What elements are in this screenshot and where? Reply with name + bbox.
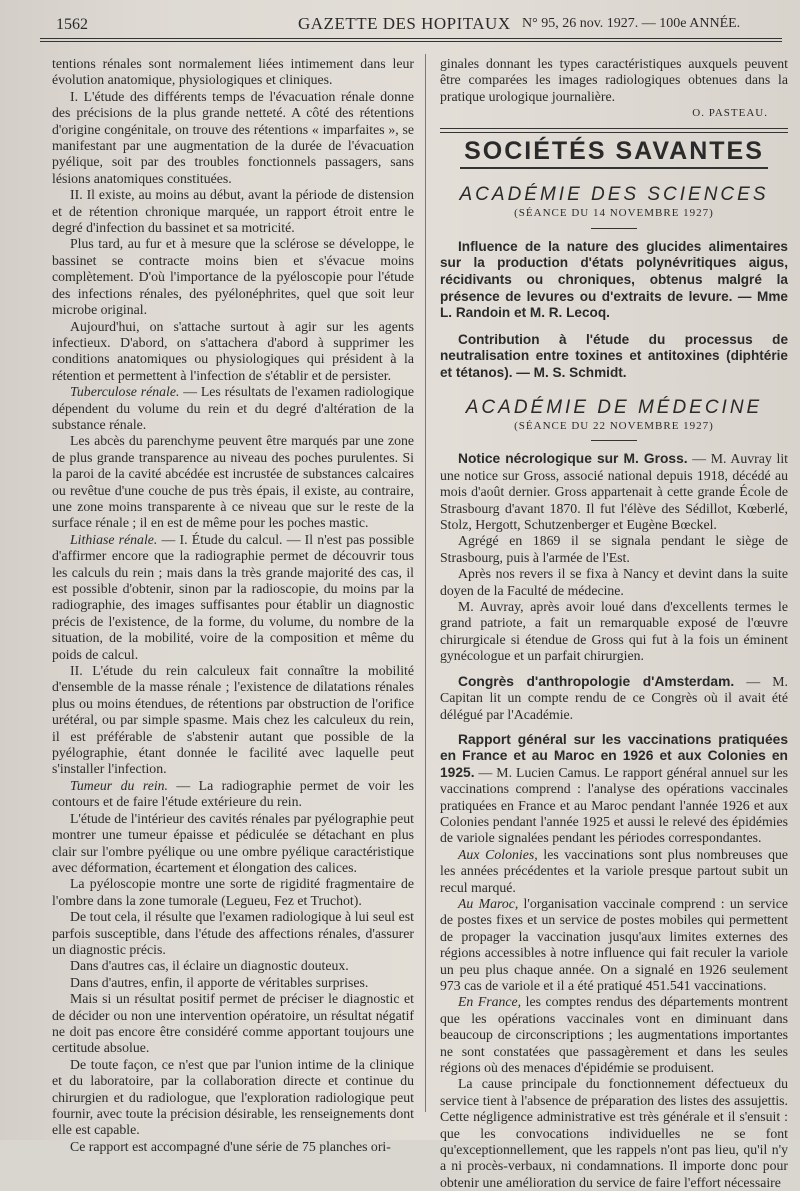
paragraph: M. Auvray, après avoir loué dans d'excellents termes le grand patriote, a fait un remarquable exposé de l'œuvre chirurgicale si étendue de Gross qui fut à la fois un éminent gynécologue et un parfait chirurgien.	[440, 599, 788, 664]
paragraph: Agrégé en 1869 il se signala pendant le siège de Strasbourg, puis à l'armée de l'Est.	[440, 533, 788, 565]
academy-sciences-heading: ACADÉMIE DES SCIENCES	[459, 184, 769, 206]
paragraph: Après nos revers il se fixa à Nancy et devint dans la suite doyen de la Faculté de médecine.	[440, 566, 788, 598]
subhead-lithiase: Lithiase rénale.	[70, 531, 158, 547]
paragraph-rapport	[440, 732, 788, 847]
running-head	[40, 12, 782, 38]
subhead-gross: Notice nécrologique sur M. Gross.	[458, 451, 688, 467]
paragraph-tuberculose	[52, 384, 414, 433]
paragraph: Les abcès du parenchyme peuvent être marqués par une zone de plus grande transparence au niveau des poches purulentes. Si la paroi de la cavité abcédée est incrustée de substances calcaires ou revêtue d'une couche de pus très épais, il existe, au contraire, une zone moins transparente à ce niveau que sur le reste de la surface rénale ; il en est de même pour les poches mastic.	[52, 433, 414, 531]
subhead-rapport: Rapport général sur les vaccinations pratiquées en France et au Maroc en 1926 et aux Colonies en 1925.	[440, 731, 788, 780]
spacer	[440, 723, 788, 732]
subhead-tumeur: Tumeur du rein.	[70, 777, 168, 793]
issue-info: N° 95, 26 nov. 1927. — 100e ANNÉE.	[522, 16, 741, 31]
subhead-tuberculose: Tuberculose rénale.	[70, 384, 180, 400]
author-signature: O. PASTEAU.	[692, 107, 768, 120]
section-title: SOCIÉTÉS SAVANTES	[464, 136, 764, 165]
paragraph-colonies	[440, 847, 788, 896]
double-rule	[440, 128, 788, 133]
left-column	[52, 56, 415, 1154]
paragraph: II. L'étude du rein calculeux fait connaître la mobilité d'ensemble de la masse rénale ; l'existence de dilatations rénales plus ou moins étendues, de rétentions par obstruction de l'orifice urétéral, ou par simple spasme. Mais chez les calculeux du rein, il est préférable de s'abstenir autant que possible de la pyélographie, étant donnée le facilité avec laquelle peut s'installer l'infection.	[52, 663, 414, 777]
paragraph: Mais si un résultat positif permet de préciser le diagnostic et de décider ou non une intervention opératoire, un résultat négatif ne doit pas encore être considéré comme apportant toujours une certitude absolue.	[52, 991, 414, 1056]
column-divider	[425, 54, 426, 1112]
paragraph: Aujourd'hui, on s'attache surtout à agir sur les agents infectieux. D'abord, on s'attachera d'abord à supprimer les conditions anatomiques ou physiologiques qui président à la rétention et permettent à l'infection de s'établir et de persister.	[52, 318, 414, 383]
text: — I. Étude du calcul. — Il n'est pas possible d'affirmer encore que la radiographie permet de découvrir tous les calculs du rein ; mais dans la très grande majorité des cas, il est possible d'obtenir, sinon par la radioscopie, du moins par la radiographie, des images suffisantes pour établir un diagnostic précis de l'existence, de la forme, du volume, du nombre de la situation, de la mobilité, voire de la composition et même du poids de calcul.	[52, 531, 415, 662]
short-rule	[591, 228, 637, 229]
paragraph-gross	[440, 451, 788, 533]
header-rule-bottom	[40, 41, 782, 42]
paragraph: Plus tard, au fur et à mesure que la sclérose se développe, le bassinet se contracte moins bien et s'évacue moins complètement. D'où l'importance de la pyéloscopie pour l'étude des infections rénales, des pyélonéphrites, quel que soit leur microbe original.	[52, 236, 414, 318]
header-rule-top	[40, 38, 782, 39]
communication-title: Contribution à l'étude du processus de neutralisation entre toxines et antitoxines (diphtérie et tétanos). — M. S. Schmidt.	[440, 331, 788, 380]
paragraph: Ce rapport est accompagné d'une série de 75 planches ori-	[70, 1138, 391, 1154]
paragraph: Dans d'autres, enfin, il apporte de véritables surprises.	[70, 974, 369, 990]
communication-title: Influence de la nature des glucides alimentaires sur la production d'états polynévritiques aigus, récidivants ou chroniques, obtenus malgré la présence de levures ou d'extraits de levure. — Mme L. Randoin et M. R. Lecoq.	[440, 238, 788, 321]
text: l'organisation vaccinale comprend : un service de postes fixes et un service de postes mobiles qui permettent de propager la vaccination jusqu'aux limites externes des régions accessibles à notre influence qui fait reculer la variole un peu plus chaque année. On a signalé en 1926 seulement 973 cas de variole et il a été pratiqué 451.541 vaccinations.	[440, 895, 788, 993]
text: — Les résultats de l'examen radiologique dépendent du volume du rein et du degré d'altération de la substance rénale.	[52, 384, 414, 432]
paragraph: L'étude de l'intérieur des cavités rénales par pyélographie peut montrer une tumeur épaisse et pédiculée se détachant en plus clair sur l'ombre pyélique ou une ombre pyélique caractéristique avec déformation, écartement et élongation des calices.	[52, 810, 414, 875]
subhead-congres: Congrès d'anthropologie d'Amsterdam.	[458, 673, 735, 689]
text: — M. Capitan lit un compte rendu de ce Congrès où il avait été délégué par l'Académie.	[440, 673, 788, 722]
text: — M. Auvray lit une notice sur Gross, associé national depuis 1918, décédé au mois d'août dernier. Gross appartenait à cette grande École de Strasbourg d'avant 1870. Il fut l'élève des Sédillot, Kœberlé, Stolz, Hergott, Schutzenberger et Eugène Bœckel.	[440, 451, 788, 533]
page-number: 1562	[56, 16, 88, 33]
short-rule	[591, 440, 637, 441]
paragraph: De tout cela, il résulte que l'examen radiologique à lui seul est parfois susceptible, dans l'étude des affections rénales, d'assurer un diagnostic précis.	[52, 909, 414, 957]
spacer	[440, 665, 788, 674]
subhead-colonies: Aux Colonies,	[458, 846, 538, 862]
paragraph-congres	[440, 674, 788, 723]
paragraph-france	[440, 994, 788, 1076]
paragraph-lithiase	[52, 532, 414, 663]
paragraph: La pyéloscopie montre une sorte de rigidité fragmentaire de l'ombre dans la zone tumorale (Legueu, Fez et Truchot).	[52, 876, 414, 908]
paragraph: La cause principale du fonctionnement défectueux du service tient à l'absence de préparation des listes des assujettis. Cette négligence administrative est très générale et il s'ensuit : que les convocations individuelles ne se font qu'exceptionnellement, que les rappels n'ont pas lieu, qu'il n'y a ni procès-verbaux, ni condamnations. Il importe donc pour obtenir une amélioration du service de faire l'effort nécessaire	[440, 1076, 788, 1190]
section-rule	[460, 167, 768, 169]
right-column	[440, 56, 789, 1190]
academy-medecine-heading: ACADÉMIE DE MÉDECINE	[465, 396, 763, 418]
paragraph: tentions rénales sont normalement liées intimement dans leur évolution anatomique, physiologiques et cliniques.	[52, 56, 414, 88]
subhead-france: En France,	[458, 994, 522, 1010]
subhead-maroc: Au Maroc,	[458, 895, 519, 911]
paragraph: I. L'étude des différents temps de l'évacuation rénale donne des précisions de la plus grande netteté. A côté des rétentions d'origine congénitale, on trouve des rétentions « imparfaites », se manifestant par une augmentation de la durée de l'évacuation pyélique, soit par des troubles fonctionnels passagers, sans lésions anatomiques constituées.	[52, 88, 414, 186]
text: les vaccinations sont plus nombreuses que les années précédentes et la variole presque partout subit un recul marqué.	[440, 846, 789, 895]
paragraph: II. Il existe, au moins au début, avant la période de distension et de rétention chronique marquée, un rapport étroit entre le degré d'infection du bassinet et sa motricité.	[52, 187, 414, 236]
text: — La radiographie permet de voir les contours et de faire l'étude extérieure du rein.	[52, 777, 414, 810]
text: — M. Lucien Camus. Le rapport général annuel sur les vaccinations comprend : l'analyse des opérations vaccinales pratiquées en France et au Maroc pendant l'année 1926 et aux Colonies pendant l'année 1925 et aussi le relevé des épidémies de variole signalées pendant les périodes correspondantes.	[440, 764, 788, 846]
paragraph: De toute façon, ce n'est que par l'union intime de la clinique et du laboratoire, par la collaboration directe et continue du chirurgien et du radiologue, que l'exploration radiologique peut fournir, avec toute la précision désirable, les renseignements dont elle est capable.	[52, 1056, 414, 1138]
paragraph: Dans d'autres cas, il éclaire un diagnostic douteux.	[70, 958, 349, 974]
text: les comptes rendus des départements montrent que les opérations vaccinales vont en diminuant dans beaucoup de circonscriptions ; les augmentations importantes ne sont constatées que passagèrement et dans les seules régions où des menaces d'épidémie se produisent.	[440, 994, 788, 1076]
journal-title: GAZETTE DES HOPITAUX	[298, 14, 511, 33]
paragraph: ginales donnant les types caractéristiques auxquels peuvent être comparées les images radiologiques obtenues dans la pratique urologique journalière.	[440, 56, 788, 104]
seance-date: (SÉANCE DU 14 NOVEMBRE 1927)	[514, 207, 714, 220]
paragraph-maroc	[440, 896, 788, 994]
seance-date: (SÉANCE DU 22 NOVEMBRE 1927)	[514, 420, 714, 432]
paragraph-tumeur	[52, 778, 414, 811]
